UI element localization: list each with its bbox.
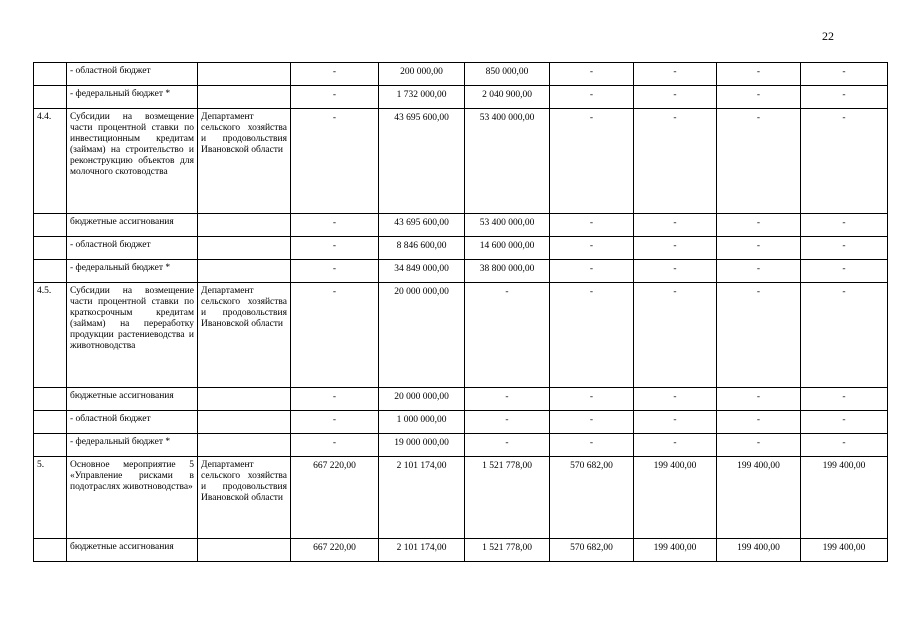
name-cell: - областной бюджет [67,63,198,86]
value-cell: - [717,86,801,109]
value-cell: - [717,109,801,214]
value-cell: 43 695 600,00 [379,214,465,237]
value-cell: - [634,283,717,388]
value-cell: - [717,214,801,237]
value-cell: 570 682,00 [550,457,634,539]
name-cell: бюджетные ассигнования [67,539,198,562]
value-cell: 8 846 600,00 [379,237,465,260]
value-cell: 200 000,00 [379,63,465,86]
table-row [34,457,905,539]
row-number-cell [34,237,67,260]
value-cell: 1 521 778,00 [465,539,550,562]
executor-cell [198,260,291,283]
value-cell: - [801,109,888,214]
value-cell: 199 400,00 [801,539,888,562]
value-cell: 20 000 000,00 [379,388,465,411]
table-row [34,260,905,283]
name-cell: - федеральный бюджет * [67,86,198,109]
table-row [34,539,905,562]
value-cell: - [634,388,717,411]
row-number-cell: 4.4. [34,109,67,214]
value-cell: - [717,237,801,260]
value-cell: 43 695 600,00 [379,109,465,214]
page-number: 22 [822,29,834,43]
value-cell: - [634,86,717,109]
value-cell: - [801,63,888,86]
value-cell: 1 521 778,00 [465,457,550,539]
row-number-cell [34,388,67,411]
value-cell: - [465,411,550,434]
name-cell: бюджетные ассигнования [67,214,198,237]
value-cell: - [291,214,379,237]
value-cell: - [550,214,634,237]
value-cell: - [550,260,634,283]
value-cell: - [801,237,888,260]
value-cell: - [634,434,717,457]
value-cell: - [717,283,801,388]
value-cell: - [550,109,634,214]
value-cell: - [801,434,888,457]
value-cell: - [634,411,717,434]
value-cell: 199 400,00 [801,457,888,539]
value-cell: - [801,283,888,388]
table-row [34,109,905,214]
value-cell: 20 000 000,00 [379,283,465,388]
row-number-cell [34,434,67,457]
value-cell: 667 220,00 [291,457,379,539]
value-cell: - [291,388,379,411]
value-cell: - [291,283,379,388]
executor-cell [198,539,291,562]
value-cell: - [634,63,717,86]
executor-cell [198,434,291,457]
value-cell: 199 400,00 [634,539,717,562]
value-cell: - [550,86,634,109]
value-cell: 199 400,00 [634,457,717,539]
value-cell: - [550,388,634,411]
value-cell: - [465,388,550,411]
executor-cell: Департамент сельского хозяйства и продовольствия Ивановской области [198,283,291,388]
value-cell: - [717,411,801,434]
name-cell: Субсидии на возмещение части процентной ставки по краткосрочным кредитам (займам) на переработку продукции растениеводства и животноводства [67,283,198,388]
value-cell: - [801,411,888,434]
table-row [34,388,905,411]
row-number-cell [34,260,67,283]
value-cell: 2 040 900,00 [465,86,550,109]
value-cell: 199 400,00 [717,539,801,562]
executor-cell [198,214,291,237]
value-cell: - [291,434,379,457]
value-cell: 34 849 000,00 [379,260,465,283]
row-number-cell: 5. [34,457,67,539]
executor-cell: Департамент сельского хозяйства и продовольствия Ивановской области [198,109,291,214]
value-cell: - [634,214,717,237]
value-cell: - [717,388,801,411]
value-cell: - [801,86,888,109]
value-cell: - [291,86,379,109]
value-cell: 199 400,00 [717,457,801,539]
table-row [34,63,905,86]
value-cell: 53 400 000,00 [465,214,550,237]
value-cell: 1 732 000,00 [379,86,465,109]
executor-cell [198,86,291,109]
value-cell: - [634,109,717,214]
value-cell: - [291,260,379,283]
value-cell: - [291,63,379,86]
value-cell: - [465,283,550,388]
value-cell: 38 800 000,00 [465,260,550,283]
row-number-cell [34,63,67,86]
value-cell: - [634,237,717,260]
row-number-cell [34,539,67,562]
row-number-cell [34,411,67,434]
value-cell: - [634,260,717,283]
row-number-cell: 4.5. [34,283,67,388]
table-row [34,86,905,109]
value-cell: - [717,434,801,457]
value-cell: - [291,411,379,434]
name-cell: - областной бюджет [67,411,198,434]
executor-cell [198,63,291,86]
table-row [34,214,905,237]
name-cell: - областной бюджет [67,237,198,260]
row-number-cell [34,86,67,109]
executor-cell [198,388,291,411]
value-cell: - [717,63,801,86]
table-row [34,434,905,457]
value-cell: - [801,260,888,283]
value-cell: 19 000 000,00 [379,434,465,457]
name-cell: - федеральный бюджет * [67,260,198,283]
name-cell: бюджетные ассигнования [67,388,198,411]
table-row [34,237,905,260]
value-cell: 667 220,00 [291,539,379,562]
row-number-cell [34,214,67,237]
executor-cell [198,411,291,434]
value-cell: 14 600 000,00 [465,237,550,260]
value-cell: - [550,411,634,434]
name-cell: Основное мероприятие 5 «Управление рисками в подотраслях животноводства» [67,457,198,539]
value-cell: 53 400 000,00 [465,109,550,214]
budget-table [33,62,905,562]
value-cell: - [801,214,888,237]
value-cell: 850 000,00 [465,63,550,86]
name-cell: Субсидии на возмещение части процентной ставки по инвестиционным кредитам (займам) на строительство и реконструкцию объектов для молочного скотоводства [67,109,198,214]
table-row [34,411,905,434]
name-cell: - федеральный бюджет * [67,434,198,457]
value-cell: 2 101 174,00 [379,457,465,539]
value-cell: - [291,237,379,260]
value-cell: - [550,434,634,457]
value-cell: - [717,260,801,283]
value-cell: 570 682,00 [550,539,634,562]
executor-cell [198,237,291,260]
table-row [34,283,905,388]
value-cell: - [550,237,634,260]
value-cell: 2 101 174,00 [379,539,465,562]
value-cell: - [550,283,634,388]
value-cell: - [801,388,888,411]
value-cell: 1 000 000,00 [379,411,465,434]
executor-cell: Департамент сельского хозяйства и продовольствия Ивановской области [198,457,291,539]
value-cell: - [465,434,550,457]
value-cell: - [550,63,634,86]
value-cell: - [291,109,379,214]
